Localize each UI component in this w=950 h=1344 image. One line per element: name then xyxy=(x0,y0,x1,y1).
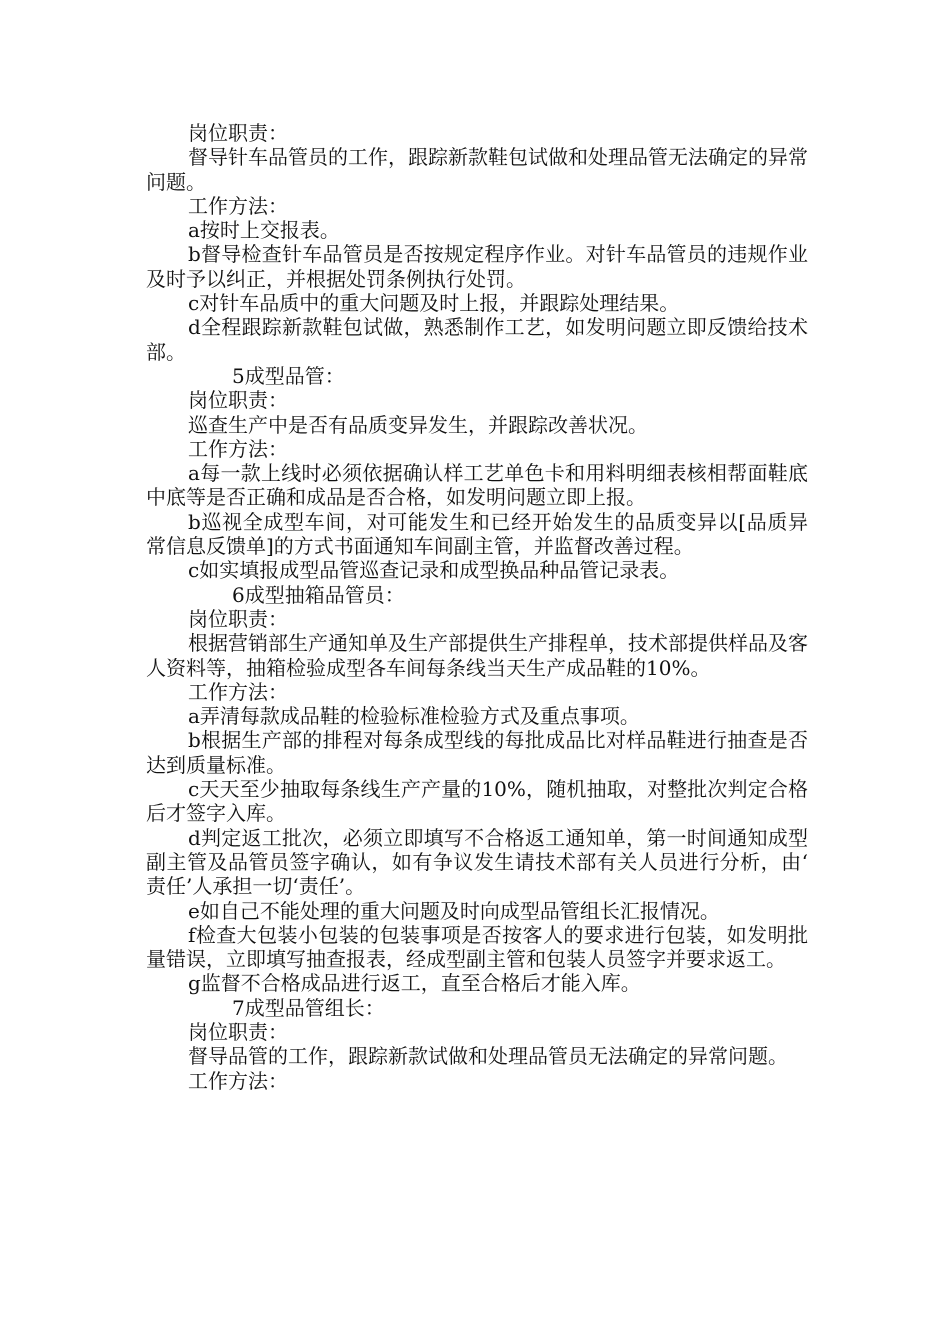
paragraph: c如实填报成型品管巡查记录和成型换品种品管记录表。 xyxy=(188,558,680,583)
paragraph: b督导检查针车品管员是否按规定程序作业。对针车品管员的违规作业及时予以纠正，并根据处罚条例执行处罚。 xyxy=(146,242,808,291)
paragraph: c对针车品质中的重大问题及时上报，并跟踪处理结果。 xyxy=(188,291,680,316)
paragraph: b根据生产部的排程对每条成型线的每批成品比对样品鞋进行抽查是否达到质量标准。 xyxy=(146,728,808,777)
paragraph-work-method: 工作方法： xyxy=(188,1068,288,1093)
paragraph: b巡视全成型车间，对可能发生和已经开始发生的品质变异以[品质异常信息反馈单]的方式书面通知车间副主管，并监督改善过程。 xyxy=(146,509,808,559)
paragraph-work-method: 工作方法： xyxy=(188,193,288,218)
paragraph: a按时上交报表。 xyxy=(188,218,340,243)
document-body xyxy=(146,121,808,1093)
paragraph: 根据营销部生产通知单及生产部提供生产排程单，技术部提供样品及客人资料等，抽箱检验成型各车间每条线当天生产成品鞋的10%。 xyxy=(146,631,808,680)
paragraph: d判定返工批次，必须立即填写不合格返工通知单，第一时间通知成型副主管及品管员签字确认，如有争议发生请技术部有关人员进行分析，由‘责任’人承担一切‘责任’。 xyxy=(146,825,808,899)
paragraph: 巡查生产中是否有品质变异发生，并跟踪改善状况。 xyxy=(188,412,648,437)
paragraph-job-duties: 岗位职责： xyxy=(188,1019,288,1044)
paragraph: g监督不合格成品进行返工，直至合格后才能入库。 xyxy=(188,971,641,996)
section-heading: 6成型抽箱品管员： xyxy=(232,582,405,607)
paragraph: 督导针车品管员的工作，跟踪新款鞋包试做和处理品管无法确定的异常问题。 xyxy=(146,145,808,194)
paragraph: a弄清每款成品鞋的检验标准检验方式及重点事项。 xyxy=(188,704,640,729)
paragraph-work-method: 工作方法： xyxy=(188,679,288,704)
section-heading: 7成型品管组长： xyxy=(232,995,385,1020)
paragraph-job-duties: 岗位职责： xyxy=(188,388,288,413)
paragraph-job-duties: 岗位职责： xyxy=(188,606,288,631)
paragraph-job-duties: 岗位职责： xyxy=(188,121,288,145)
paragraph: c天天至少抽取每条线生产产量的10%，随机抽取，对整批次判定合格后才签字入库。 xyxy=(146,777,808,826)
paragraph: d全程跟踪新款鞋包试做，熟悉制作工艺，如发明问题立即反馈给技术部。 xyxy=(146,315,808,364)
paragraph-work-method: 工作方法： xyxy=(188,436,288,461)
paragraph: f检查大包装小包装的包装事项是否按客人的要求进行包装，如发明批量错误，立即填写抽查报表，经成型副主管和包装人员签字并要求返工。 xyxy=(146,922,808,972)
section-heading: 5成型品管： xyxy=(232,363,345,388)
paragraph: e如自己不能处理的重大问题及时向成型品管组长汇报情况。 xyxy=(188,898,720,923)
paragraph: a每一款上线时必须依据确认样工艺单色卡和用料明细表核相帮面鞋底中底等是否正确和成品是否合格，如发明问题立即上报。 xyxy=(146,461,808,510)
paragraph: 督导品管的工作，跟踪新款试做和处理品管员无法确定的异常问题。 xyxy=(188,1044,788,1069)
